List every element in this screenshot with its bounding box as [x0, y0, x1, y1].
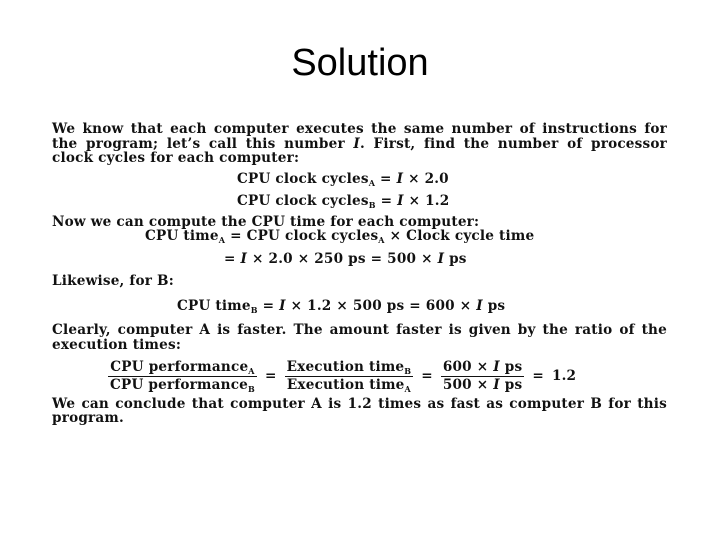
- eq-rhs: × 1.2 × 500 ps = 600 ×: [285, 297, 477, 314]
- fraction-text: 500 ×: [442, 377, 494, 394]
- eq-rhs: × 2.0 × 250 ps = 500 ×: [247, 250, 438, 267]
- fraction-text: Execution time: [286, 359, 405, 376]
- eq-lhs: CPU time: [177, 297, 251, 314]
- likewise-line: Likewise, for B:: [52, 273, 174, 290]
- eq-subscript: A: [378, 235, 385, 246]
- intro-paragraph: [52, 122, 667, 166]
- clock-cycles-b-equation: [52, 194, 667, 209]
- eq-variable-i: I: [437, 250, 445, 267]
- ratio-result: 1.2: [551, 368, 577, 385]
- fraction-text: CPU performance: [110, 377, 249, 394]
- cpu-time-a-equation-line2: [52, 252, 667, 267]
- clearly-paragraph: Clearly, computer A is faster. The amount faster is given by the ratio of the execution times:: [52, 322, 667, 353]
- eq-subscript: B: [250, 304, 258, 315]
- eq-subscript: B: [248, 384, 255, 395]
- eq-variable-i: I: [493, 377, 500, 394]
- slide-title: Solution: [291, 42, 429, 84]
- clock-cycles-a-equation: [52, 172, 667, 187]
- eq-variable-i: I: [493, 359, 500, 376]
- eq-sign: =: [224, 250, 241, 267]
- eq-variable-i: I: [240, 250, 248, 267]
- eq-subscript: B: [368, 200, 376, 211]
- eq-unit: ps: [482, 297, 506, 314]
- fraction-denominator: [441, 378, 525, 393]
- conclusion-paragraph: We can conclude that computer A is 1.2 times as fast as computer B for this program.: [52, 395, 667, 427]
- intro-part1: We know that each computer executes the same number of instructions for the program; let’s call this number: [52, 121, 667, 152]
- eq-lhs: CPU clock cycles: [237, 193, 369, 210]
- cpu-time-b-equation: [52, 299, 667, 314]
- eq-sign: =: [421, 368, 433, 385]
- eq-variable-i: I: [279, 297, 286, 314]
- eq-lhs: CPU time: [145, 228, 219, 245]
- eq-unit: ps: [444, 250, 467, 267]
- fraction-numerator: [441, 360, 525, 375]
- eq-variable-i: I: [396, 170, 404, 187]
- eq-subscript: A: [368, 177, 376, 188]
- fraction-numerator: [285, 360, 414, 375]
- eq-unit: ps: [499, 359, 523, 376]
- eq-subscript: A: [404, 384, 411, 395]
- eq-subscript: A: [218, 235, 226, 246]
- fraction-text: CPU performance: [110, 359, 249, 376]
- value-fraction: [441, 360, 525, 392]
- eq-sign: =: [375, 170, 397, 187]
- eq-subscript: B: [404, 366, 412, 377]
- fraction-numerator: [108, 360, 256, 375]
- eq-rhs: × 1.2: [403, 193, 450, 210]
- eq-sign: =: [375, 193, 398, 210]
- fraction-denominator: [285, 378, 413, 393]
- execution-time-fraction: [285, 359, 414, 395]
- cpu-time-a-equation-line1: [52, 229, 667, 244]
- eq-sign: =: [257, 297, 280, 314]
- eq-sign: =: [265, 368, 277, 385]
- eq-rhs: × 2.0: [403, 170, 449, 187]
- intro-variable-i: I: [353, 135, 360, 152]
- solution-text-block: [52, 122, 667, 426]
- eq-variable-i: I: [476, 297, 483, 314]
- performance-ratio-equation: [52, 359, 667, 395]
- eq-sign: =: [225, 228, 247, 245]
- eq-rhs-part1: CPU clock cycles: [246, 228, 379, 245]
- eq-sign: =: [532, 368, 544, 385]
- intro-part2: . First, find the number of processor clock cycles for each computer:: [52, 135, 667, 167]
- performance-fraction: [108, 359, 257, 395]
- fraction-denominator: [108, 378, 257, 393]
- fraction-text: 600 ×: [442, 359, 494, 376]
- fraction-text: Execution time: [286, 377, 405, 394]
- cpu-time-intro: Now we can compute the CPU time for each computer:: [52, 213, 480, 230]
- eq-variable-i: I: [397, 193, 404, 210]
- eq-subscript: A: [248, 366, 255, 377]
- eq-rhs-part2: × Clock cycle time: [384, 228, 535, 245]
- eq-lhs: CPU clock cycles: [237, 170, 369, 187]
- eq-unit: ps: [499, 377, 523, 394]
